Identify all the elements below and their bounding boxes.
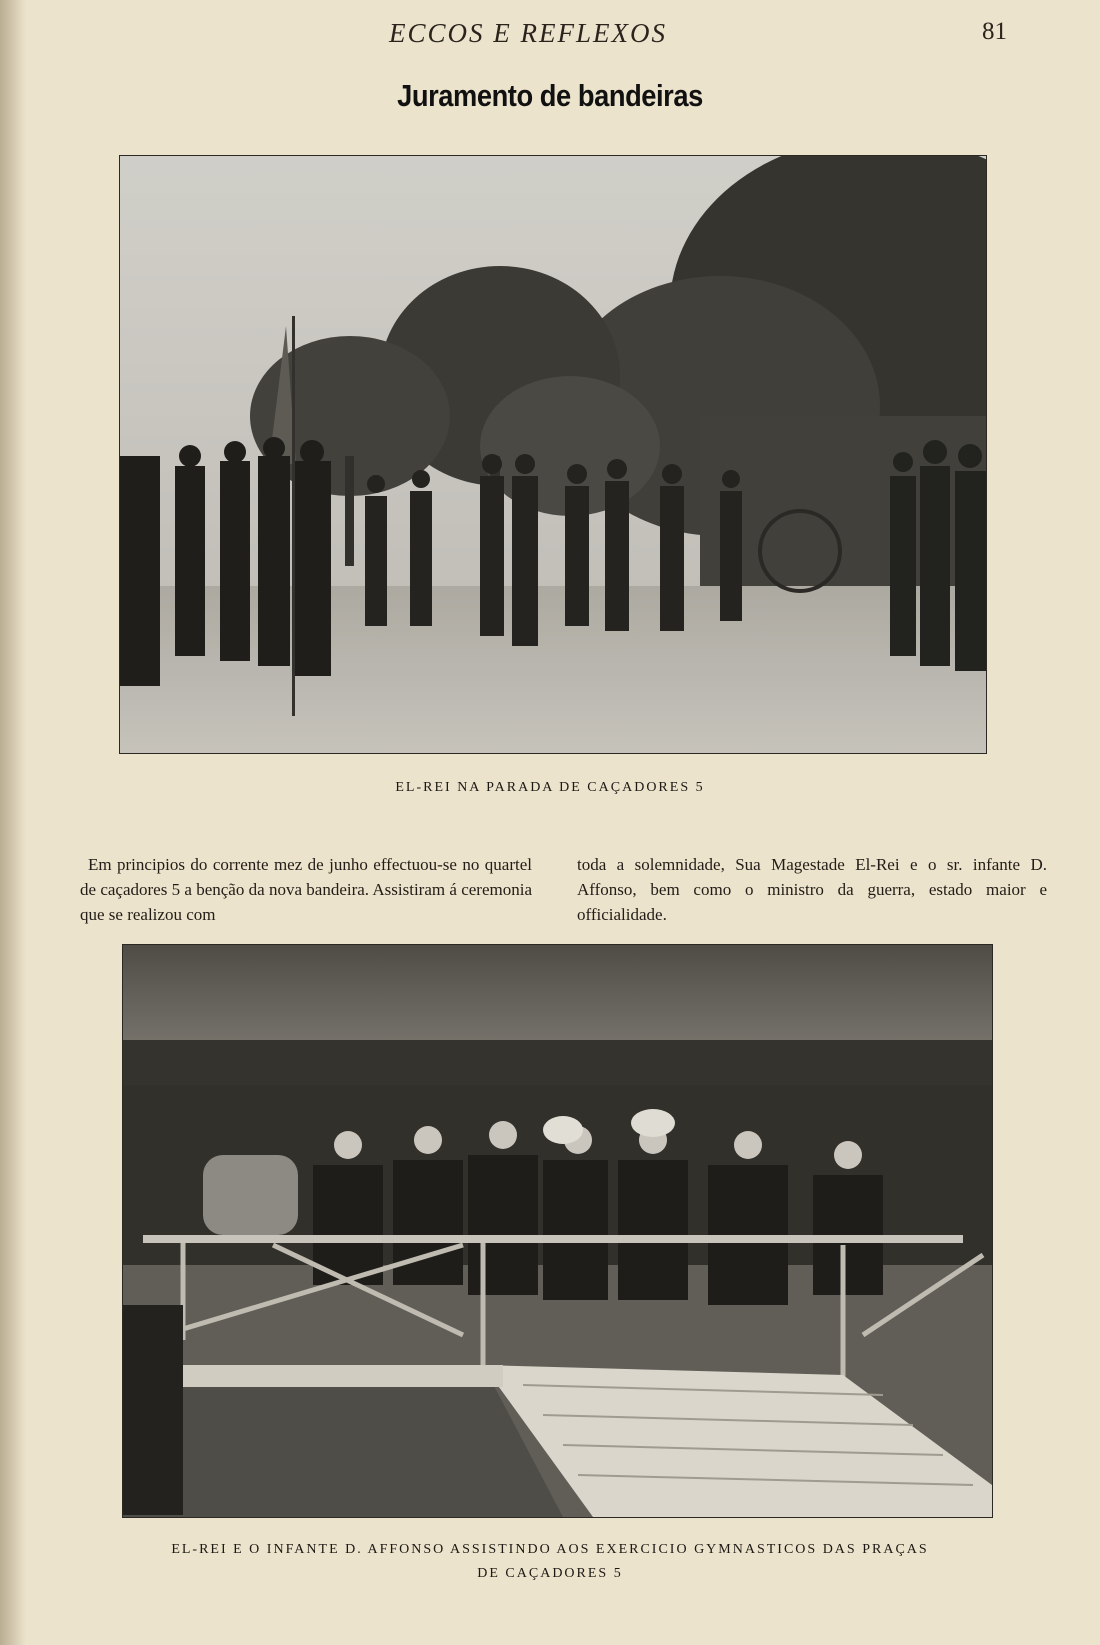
pavilion-photo	[123, 945, 992, 1517]
parade-photo-illustration	[120, 156, 986, 753]
pavilion-caption-line-2: DE CAÇADORES 5	[477, 1566, 623, 1581]
article-title: Juramento de bandeiras	[397, 78, 703, 113]
pavilion-photo-caption	[0, 1538, 1100, 1586]
body-text-column-2: toda a solemnidade, Sua Magestade El-Rei e o sr. infante D. Affonso, bem como o ministro da guerra, estado maior e officialidade.	[577, 855, 1047, 924]
running-title: ECCOS E REFLEXOS	[389, 18, 667, 48]
parade-photo-caption: EL-REI NA PARADA DE CAÇADORES 5	[395, 780, 705, 795]
pavilion-photo-illustration	[123, 945, 992, 1517]
parade-photo	[120, 156, 986, 753]
page-number: 81	[982, 18, 1007, 45]
pavilion-caption-line-1: EL-REI E O INFANTE D. AFFONSO ASSISTINDO AOS EXERCICIO GYMNASTICOS DAS PRAÇAS	[171, 1542, 929, 1557]
binding-shadow	[0, 0, 26, 1645]
running-header	[0, 18, 1100, 52]
body-text-column-1: Em principios do corrente mez de junho effectuou-se no quartel de caçadores 5 a benção da nova bandeira. Assistiram á ceremonia que se realizou com	[80, 855, 532, 924]
